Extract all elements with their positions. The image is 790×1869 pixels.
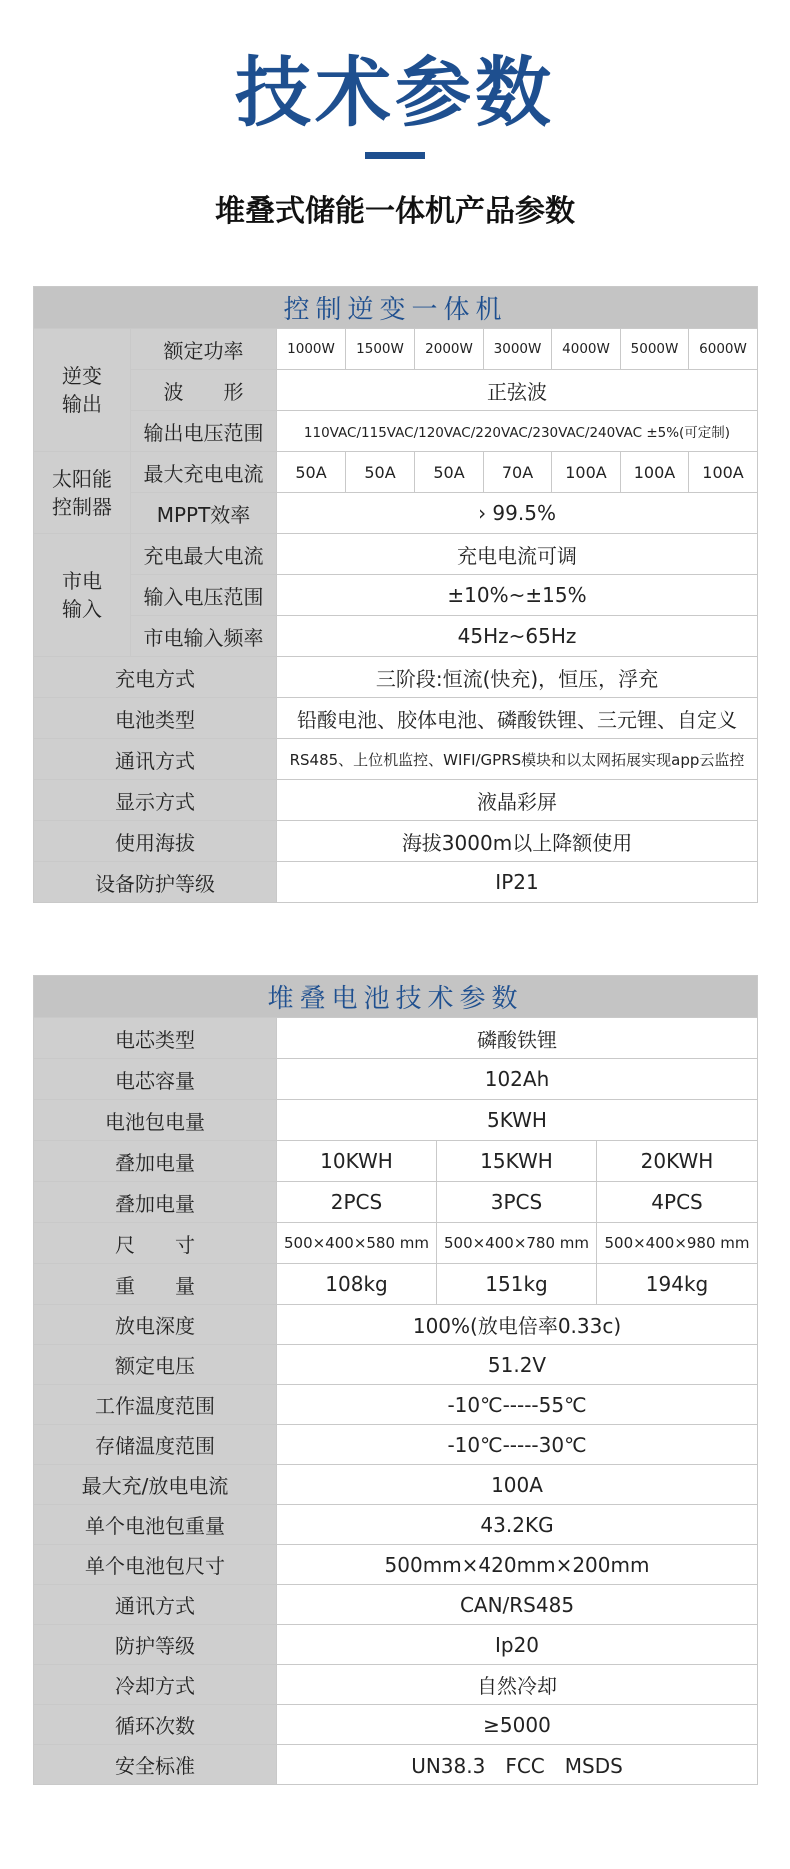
spec-value: 2PCS (277, 1182, 437, 1223)
spec-value: 5KWH (277, 1100, 758, 1141)
mains-group-text: 市电 输入 (62, 569, 102, 621)
rated-power-cell: 6000W (689, 329, 758, 370)
input-freq-label: 市电输入频率 (131, 616, 277, 657)
output-group-label (34, 329, 131, 452)
solar-group-text: 太阳能 控制器 (52, 466, 112, 519)
spec-value: IP21 (277, 862, 758, 903)
rated-power-cell: 2000W (415, 329, 484, 370)
max-charge-current-cell: 100A (552, 452, 621, 493)
spec-label: 尺 寸 (34, 1223, 277, 1264)
battery-spec-row (34, 1585, 758, 1625)
max-charge-current-cell: 50A (415, 452, 484, 493)
spec-value: -10℃-----30℃ (277, 1425, 758, 1465)
max-charge-current-cell: 70A (484, 452, 552, 493)
input-freq-value: 45Hz~65Hz (277, 616, 758, 657)
mppt-label: MPPT效率 (131, 493, 277, 534)
title-underline (365, 152, 425, 159)
spec-label: 安全标准 (34, 1745, 277, 1785)
spec-value: RS485、上位机监控、WIFI/GPRS模块和以太网拓展实现app云监控 (277, 739, 758, 780)
spec-value: 10KWH (277, 1141, 437, 1182)
battery-table-header: 堆叠电池技术参数 (34, 976, 758, 1018)
spec-value: Ip20 (277, 1625, 758, 1665)
spec-value: UN38.3 FCC MSDS (277, 1745, 758, 1785)
inverter-spec-row (34, 821, 758, 862)
battery-spec-row (34, 1465, 758, 1505)
output-voltage-label: 输出电压范围 (131, 411, 277, 452)
inverter-spec-row (34, 739, 758, 780)
max-charge-current-cell: 100A (689, 452, 758, 493)
solar-group-label (34, 452, 131, 534)
spec-label: 存储温度范围 (34, 1425, 277, 1465)
spec-value: CAN/RS485 (277, 1585, 758, 1625)
spec-label: 额定电压 (34, 1345, 277, 1385)
battery-spec-row (34, 1264, 758, 1305)
input-voltage-value: ±10%~±15% (277, 575, 758, 616)
spec-label: 最大充/放电电流 (34, 1465, 277, 1505)
mains-group-label (34, 534, 131, 657)
max-charge-current-cell: 50A (346, 452, 415, 493)
spec-label: 使用海拔 (34, 821, 277, 862)
rated-power-cell: 3000W (484, 329, 552, 370)
battery-spec-row (34, 1705, 758, 1745)
max-charge-current-cell: 100A (621, 452, 689, 493)
waveform-label: 波 形 (131, 370, 277, 411)
spec-label: 冷却方式 (34, 1665, 277, 1705)
spec-label: 电池类型 (34, 698, 277, 739)
battery-spec-row (34, 1665, 758, 1705)
spec-value: 500×400×580 mm (277, 1223, 437, 1264)
spec-value: 三阶段:恒流(快充)，恒压，浮充 (277, 657, 758, 698)
spec-label: 显示方式 (34, 780, 277, 821)
spec-label: 设备防护等级 (34, 862, 277, 903)
inverter-spec-row (34, 780, 758, 821)
battery-spec-row (34, 1100, 758, 1141)
spec-label: 电芯容量 (34, 1059, 277, 1100)
spec-value: 液晶彩屏 (277, 780, 758, 821)
inverter-spec-row (34, 862, 758, 903)
spec-label: 单个电池包重量 (34, 1505, 277, 1545)
max-charge-current-label: 最大充电电流 (131, 452, 277, 493)
battery-spec-row (34, 1141, 758, 1182)
spec-label: 单个电池包尺寸 (34, 1545, 277, 1585)
spec-value: 500mm×420mm×200mm (277, 1545, 758, 1585)
spec-label: 叠加电量 (34, 1141, 277, 1182)
battery-spec-row (34, 1625, 758, 1665)
battery-spec-row (34, 1745, 758, 1785)
output-voltage-value: 110VAC/115VAC/120VAC/220VAC/230VAC/240VAC ±5%(可定制) (277, 411, 758, 452)
rated-power-cell: 1000W (277, 329, 346, 370)
spec-value: 15KWH (437, 1141, 597, 1182)
spec-label: 防护等级 (34, 1625, 277, 1665)
spec-value: 151kg (437, 1264, 597, 1305)
spec-value: 500×400×980 mm (597, 1223, 758, 1264)
spec-value: 102Ah (277, 1059, 758, 1100)
rated-power-cell: 1500W (346, 329, 415, 370)
rated-power-label: 额定功率 (131, 329, 277, 370)
spec-value: 20KWH (597, 1141, 758, 1182)
spec-value: 51.2V (277, 1345, 758, 1385)
input-voltage-label: 输入电压范围 (131, 575, 277, 616)
rated-power-cell: 4000W (552, 329, 621, 370)
battery-spec-row (34, 1018, 758, 1059)
spec-value: 海拔3000m以上降额使用 (277, 821, 758, 862)
rated-power-cell: 5000W (621, 329, 689, 370)
spec-value: 铅酸电池、胶体电池、磷酸铁锂、三元锂、自定义 (277, 698, 758, 739)
spec-value: 100%(放电倍率0.33c) (277, 1305, 758, 1345)
battery-spec-row (34, 1545, 758, 1585)
spec-label: 通讯方式 (34, 1585, 277, 1625)
inverter-table-header: 控制逆变一体机 (34, 287, 758, 329)
battery-spec-row (34, 1305, 758, 1345)
battery-spec-row (34, 1059, 758, 1100)
spec-value: 4PCS (597, 1182, 758, 1223)
spec-label: 电池包电量 (34, 1100, 277, 1141)
output-group-text: 逆变 输出 (62, 364, 102, 416)
inverter-spec-table (33, 286, 758, 903)
mains-max-current-label: 充电最大电流 (131, 534, 277, 575)
spec-label: 电芯类型 (34, 1018, 277, 1059)
spec-label: 重 量 (34, 1264, 277, 1305)
battery-spec-row (34, 1223, 758, 1264)
spec-label: 充电方式 (34, 657, 277, 698)
battery-spec-row (34, 1182, 758, 1223)
mains-max-current-value: 充电电流可调 (277, 534, 758, 575)
spec-label: 循环次数 (34, 1705, 277, 1745)
spec-value: 43.2KG (277, 1505, 758, 1545)
page-subtitle: 堆叠式储能一体机产品参数 (215, 194, 575, 229)
battery-spec-row (34, 1345, 758, 1385)
spec-label: 工作温度范围 (34, 1385, 277, 1425)
battery-spec-row (34, 1425, 758, 1465)
spec-value: 3PCS (437, 1182, 597, 1223)
max-charge-current-cell: 50A (277, 452, 346, 493)
page-title: 技术参数 (235, 48, 555, 137)
spec-value: 500×400×780 mm (437, 1223, 597, 1264)
spec-label: 放电深度 (34, 1305, 277, 1345)
spec-value: 100A (277, 1465, 758, 1505)
inverter-spec-row (34, 657, 758, 698)
battery-spec-row (34, 1505, 758, 1545)
spec-value: 磷酸铁锂 (277, 1018, 758, 1059)
spec-label: 通讯方式 (34, 739, 277, 780)
spec-value: 108kg (277, 1264, 437, 1305)
spec-value: 194kg (597, 1264, 758, 1305)
spec-value: -10℃-----55℃ (277, 1385, 758, 1425)
battery-spec-row (34, 1385, 758, 1425)
spec-label: 叠加电量 (34, 1182, 277, 1223)
waveform-value: 正弦波 (277, 370, 758, 411)
mppt-value: › 99.5% (277, 493, 758, 534)
battery-spec-table (33, 975, 758, 1785)
inverter-spec-row (34, 698, 758, 739)
spec-value: ≥5000 (277, 1705, 758, 1745)
spec-value: 自然冷却 (277, 1665, 758, 1705)
